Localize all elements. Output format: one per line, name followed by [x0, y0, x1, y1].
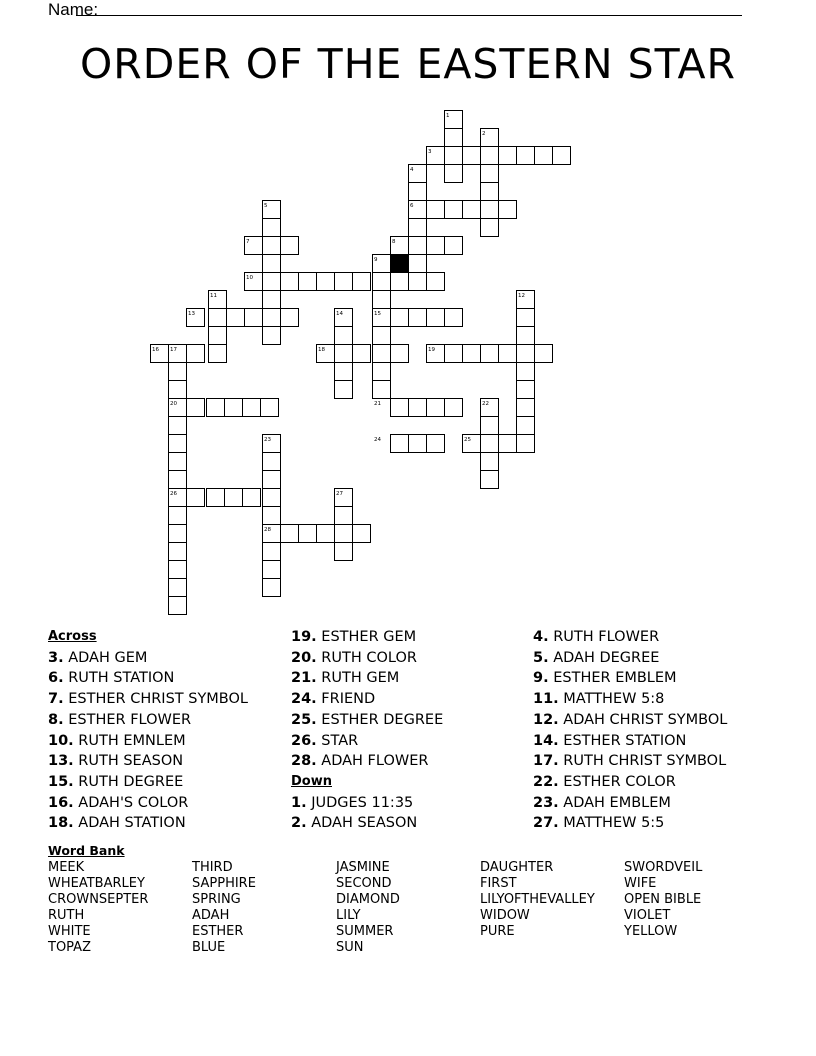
clue-item-number: 6. — [48, 670, 64, 687]
clue-item-text: MATTHEW 5:8 — [558, 691, 665, 708]
word-bank-item: SUMMER — [336, 924, 394, 939]
clues-column-3 — [533, 627, 727, 834]
clue-number: 20 — [170, 401, 177, 407]
clue-item-number: 22. — [533, 773, 559, 790]
grid-cell[interactable] — [335, 345, 353, 363]
clue-number: 19 — [428, 347, 435, 353]
clue-item-text: ADAH STATION — [73, 815, 186, 832]
grid-cell[interactable] — [409, 273, 427, 291]
grid-cell[interactable] — [299, 273, 317, 291]
grid-cell[interactable] — [169, 525, 187, 543]
clue-item — [533, 793, 727, 814]
grid-cell[interactable] — [499, 345, 517, 363]
word-bank-item: DIAMOND — [336, 892, 400, 907]
clue-item — [291, 627, 443, 648]
grid-cell[interactable] — [263, 237, 281, 255]
grid-cell[interactable] — [535, 345, 553, 363]
clue-item — [48, 731, 248, 752]
clue-item — [533, 731, 727, 752]
clue-item-text: RUTH EMNLEM — [73, 732, 186, 749]
clue-item-number: 25. — [291, 711, 317, 728]
grid-cell[interactable] — [481, 417, 499, 435]
clue-item-text: ADAH FLOWER — [316, 753, 429, 770]
clue-number: 27 — [336, 491, 343, 497]
clue-item-number: 24. — [291, 691, 317, 708]
word-bank-item: FIRST — [480, 876, 517, 891]
grid-cell[interactable] — [207, 489, 225, 507]
page-title: ORDER OF THE EASTERN STAR — [80, 40, 736, 88]
grid-cell[interactable] — [499, 201, 517, 219]
grid-cell[interactable] — [445, 399, 463, 417]
word-bank-item: PURE — [480, 924, 515, 939]
word-bank-item: SAPPHIRE — [192, 876, 256, 891]
grid-cell[interactable] — [263, 543, 281, 561]
clues-column-2 — [291, 627, 443, 834]
clue-number: 28 — [264, 527, 271, 533]
word-bank-column — [48, 860, 148, 956]
grid-cell[interactable] — [281, 525, 299, 543]
clue-item-text: RUTH CHRIST SYMBOL — [558, 753, 727, 770]
grid-cell[interactable] — [263, 255, 281, 273]
clue-item-number: 17. — [533, 753, 559, 770]
clue-item-text: ADAH GEM — [63, 649, 148, 666]
grid-cell[interactable] — [281, 237, 299, 255]
clue-number: 3 — [428, 149, 432, 155]
grid-cell[interactable] — [409, 255, 427, 273]
clue-item — [48, 710, 248, 731]
word-bank-item: THIRD — [192, 860, 233, 875]
clue-item — [48, 793, 248, 814]
grid-cell[interactable] — [409, 435, 427, 453]
grid-cell[interactable] — [373, 363, 391, 381]
grid-cell[interactable] — [263, 453, 281, 471]
grid-cell[interactable] — [463, 345, 481, 363]
clue-item — [291, 793, 443, 814]
grid-cell[interactable] — [169, 507, 187, 525]
word-bank-item: DAUGHTER — [480, 860, 554, 875]
grid-cell[interactable] — [263, 489, 281, 507]
grid-cell[interactable] — [243, 489, 261, 507]
grid-cell[interactable] — [517, 147, 535, 165]
clue-item-number: 27. — [533, 815, 559, 832]
grid-cell[interactable] — [535, 147, 553, 165]
clue-item-text: ESTHER DEGREE — [316, 711, 444, 728]
clue-item — [48, 668, 248, 689]
grid-cell[interactable] — [517, 345, 535, 363]
clue-item-text: FRIEND — [316, 691, 376, 708]
word-bank-item: WIFE — [624, 876, 657, 891]
clue-item-number: 19. — [291, 629, 317, 645]
grid-cell[interactable] — [169, 579, 187, 597]
clue-item-text: ESTHER COLOR — [558, 773, 676, 790]
clue-number: 1 — [446, 113, 450, 119]
clue-item — [533, 627, 727, 648]
clue-item-text: ADAH CHRIST SYMBOL — [558, 711, 728, 728]
grid-cell[interactable] — [169, 597, 187, 615]
grid-cell[interactable] — [445, 129, 463, 147]
grid-cell[interactable] — [187, 345, 205, 363]
grid-cell[interactable] — [481, 165, 499, 183]
word-bank-item: LILYOFTHEVALLEY — [480, 892, 595, 907]
clue-item-number: 2. — [291, 815, 307, 832]
clue-item — [291, 710, 443, 731]
grid-cell[interactable] — [209, 327, 227, 345]
grid-cell[interactable] — [169, 435, 187, 453]
grid-cell[interactable] — [481, 201, 499, 219]
clue-item-number: 21. — [291, 670, 317, 687]
grid-cell[interactable] — [481, 435, 499, 453]
clue-item — [48, 689, 248, 710]
clue-list — [291, 627, 443, 772]
word-bank-item: JASMINE — [336, 860, 390, 875]
clue-item-text: ADAH SEASON — [306, 815, 418, 832]
clue-list — [533, 627, 727, 834]
across-header: Across — [48, 629, 97, 644]
grid-cell[interactable] — [391, 345, 409, 363]
grid-cell[interactable] — [353, 345, 371, 363]
word-bank-item: SUN — [336, 940, 364, 955]
grid-cell[interactable] — [445, 147, 463, 165]
grid-cell[interactable] — [427, 435, 445, 453]
clue-item — [533, 668, 727, 689]
clue-item-number: 28. — [291, 753, 317, 770]
word-bank-column — [480, 860, 595, 940]
word-bank-item: ESTHER — [192, 924, 244, 939]
grid-cell[interactable] — [169, 363, 187, 381]
grid-cell[interactable] — [445, 201, 463, 219]
grid-cell[interactable] — [517, 435, 535, 453]
down-header: Down — [291, 773, 332, 789]
grid-cell[interactable] — [445, 309, 463, 327]
grid-cell[interactable] — [317, 273, 335, 291]
grid-cell[interactable] — [499, 147, 517, 165]
grid-cell[interactable] — [353, 273, 371, 291]
grid-cell[interactable] — [335, 543, 353, 561]
clue-item — [533, 648, 727, 669]
grid-cell[interactable] — [427, 273, 445, 291]
word-bank-column — [624, 860, 702, 940]
grid-cell[interactable] — [481, 453, 499, 471]
grid-cell[interactable] — [409, 237, 427, 255]
clue-number: 4 — [410, 167, 414, 173]
clue-item-text: ADAH DEGREE — [548, 649, 660, 666]
grid-cell[interactable] — [335, 273, 353, 291]
clue-item-number: 20. — [291, 649, 317, 666]
grid-cell[interactable] — [463, 147, 481, 165]
grid-cell[interactable] — [335, 525, 353, 543]
grid-cell[interactable] — [373, 273, 391, 291]
grid-cell[interactable] — [445, 345, 463, 363]
clue-item-text: RUTH SEASON — [73, 753, 184, 770]
grid-cell[interactable] — [373, 381, 391, 399]
clue-item — [291, 751, 443, 772]
clue-number: 10 — [246, 275, 253, 281]
clue-item-number: 8. — [48, 711, 64, 728]
clue-item-number: 16. — [48, 794, 74, 811]
clue-item — [533, 710, 727, 731]
grid-cell[interactable] — [481, 183, 499, 201]
grid-cell[interactable] — [281, 273, 299, 291]
clue-item-number: 4. — [533, 629, 549, 645]
clue-number: 18 — [318, 347, 325, 353]
word-bank-item: TOPAZ — [48, 940, 91, 955]
grid-cell[interactable] — [463, 201, 481, 219]
clue-item-text: ESTHER CHRIST SYMBOL — [63, 691, 248, 708]
word-bank-item: LILY — [336, 908, 361, 923]
clue-number: 22 — [482, 401, 489, 407]
grid-cell[interactable] — [187, 489, 205, 507]
clue-number: 14 — [336, 311, 343, 317]
clue-item-number: 12. — [533, 711, 559, 728]
grid-cell[interactable] — [481, 471, 499, 489]
grid-cell[interactable] — [391, 435, 409, 453]
grid-cell[interactable] — [517, 381, 535, 399]
word-bank-item: SPRING — [192, 892, 241, 907]
grid-cell[interactable] — [263, 273, 281, 291]
grid-cell[interactable] — [409, 183, 427, 201]
word-bank-item: ADAH — [192, 908, 230, 923]
grid-cell[interactable] — [263, 327, 281, 345]
clue-item-text: ESTHER FLOWER — [63, 711, 192, 728]
clue-number: 24 — [374, 437, 381, 443]
clue-item-number: 14. — [533, 732, 559, 749]
grid-cell[interactable] — [335, 507, 353, 525]
clue-number: 12 — [518, 293, 525, 299]
clue-number: 25 — [464, 437, 471, 443]
clue-list — [48, 648, 248, 834]
grid-cell[interactable] — [187, 399, 205, 417]
word-bank-item: CROWNSEPTER — [48, 892, 149, 907]
grid-cell[interactable] — [263, 507, 281, 525]
clue-number: 11 — [210, 293, 217, 299]
clue-number: 13 — [188, 311, 195, 317]
grid-cell[interactable] — [517, 399, 535, 417]
word-bank-item: VIOLET — [624, 908, 671, 923]
clue-item-text: STAR — [316, 732, 359, 749]
grid-cell[interactable] — [427, 237, 445, 255]
clue-item-text: ESTHER STATION — [558, 732, 687, 749]
clue-item — [291, 813, 443, 834]
grid-cell[interactable] — [373, 327, 391, 345]
grid-cell[interactable] — [225, 399, 243, 417]
grid-cell[interactable] — [263, 561, 281, 579]
grid-cell[interactable] — [263, 309, 281, 327]
grid-cell[interactable] — [553, 147, 571, 165]
word-bank-item: WHITE — [48, 924, 91, 939]
grid-cell[interactable] — [261, 399, 279, 417]
grid-cell[interactable] — [517, 309, 535, 327]
clue-item-text: RUTH STATION — [63, 670, 175, 687]
clue-item-number: 9. — [533, 670, 549, 687]
clue-number: 16 — [152, 347, 159, 353]
word-bank-item: MEEK — [48, 860, 85, 875]
clue-item — [291, 668, 443, 689]
clue-item — [291, 731, 443, 752]
clue-number: 7 — [246, 239, 250, 245]
word-bank-item: BLUE — [192, 940, 226, 955]
word-bank-item: RUTH — [48, 908, 85, 923]
clue-item — [48, 648, 248, 669]
clue-item-number: 18. — [48, 815, 74, 832]
clue-item-number: 23. — [533, 794, 559, 811]
clue-item — [291, 648, 443, 669]
grid-cell[interactable] — [335, 327, 353, 345]
word-bank-item: YELLOW — [624, 924, 678, 939]
clue-item-number: 7. — [48, 691, 64, 708]
grid-cell[interactable] — [391, 399, 409, 417]
grid-cell[interactable] — [169, 561, 187, 579]
clue-item-number: 15. — [48, 773, 74, 790]
clue-item — [48, 751, 248, 772]
grid-cell[interactable] — [263, 471, 281, 489]
clue-item — [533, 772, 727, 793]
grid-cell[interactable] — [281, 309, 299, 327]
word-bank-item: WHEATBARLEY — [48, 876, 145, 891]
grid-cell[interactable] — [409, 399, 427, 417]
grid-cell[interactable] — [499, 435, 517, 453]
grid-cell[interactable] — [445, 237, 463, 255]
clue-item-text: RUTH GEM — [316, 670, 400, 687]
grid-cell[interactable] — [353, 525, 371, 543]
grid-cell[interactable] — [409, 219, 427, 237]
clue-item-number: 10. — [48, 732, 74, 749]
clue-number: 15 — [374, 311, 381, 317]
clue-item-number: 26. — [291, 732, 317, 749]
clue-number: 6 — [410, 203, 414, 209]
clue-number: 5 — [264, 203, 268, 209]
grid-cell[interactable] — [409, 309, 427, 327]
clue-item — [48, 772, 248, 793]
grid-cell[interactable] — [335, 363, 353, 381]
grid-cell[interactable] — [207, 399, 225, 417]
grid-cell[interactable] — [427, 201, 445, 219]
grid-cell[interactable] — [335, 381, 353, 399]
black-cell — [391, 255, 409, 273]
clue-item-number: 11. — [533, 691, 559, 708]
grid-cell[interactable] — [209, 309, 227, 327]
grid-cell[interactable] — [263, 219, 281, 237]
clue-item-number: 3. — [48, 649, 64, 666]
grid-cell[interactable] — [245, 309, 263, 327]
grid-cell[interactable] — [481, 147, 499, 165]
clue-number: 9 — [374, 257, 378, 263]
grid-cell[interactable] — [227, 309, 245, 327]
word-bank-column — [336, 860, 400, 956]
grid-cell[interactable] — [169, 417, 187, 435]
clue-item — [533, 751, 727, 772]
grid-cell[interactable] — [299, 525, 317, 543]
grid-cell[interactable] — [263, 291, 281, 309]
word-bank-item: SECOND — [336, 876, 392, 891]
clue-item-text: RUTH DEGREE — [73, 773, 184, 790]
grid-cell[interactable] — [445, 165, 463, 183]
clue-item-text: MATTHEW 5:5 — [558, 815, 665, 832]
grid-cell[interactable] — [263, 579, 281, 597]
word-bank-item: SWORDVEIL — [624, 860, 703, 875]
grid-cell[interactable] — [391, 309, 409, 327]
grid-cell[interactable] — [169, 381, 187, 399]
clue-number: 17 — [170, 347, 177, 353]
clue-number: 21 — [374, 401, 381, 407]
clue-item-number: 13. — [48, 753, 74, 770]
clue-item-text: JUDGES 11:35 — [306, 794, 414, 811]
grid-cell[interactable] — [481, 345, 499, 363]
clue-item-number: 5. — [533, 649, 549, 666]
grid-cell[interactable] — [517, 417, 535, 435]
clue-number: 23 — [264, 437, 271, 443]
word-bank-item: OPEN BIBLE — [624, 892, 702, 907]
clue-item-number: 1. — [291, 794, 307, 811]
grid-cell[interactable] — [209, 345, 227, 363]
grid-cell[interactable] — [243, 399, 261, 417]
clue-number: 26 — [170, 491, 177, 497]
clue-number: 2 — [482, 131, 486, 137]
grid-cell[interactable] — [373, 345, 391, 363]
clue-number: 8 — [392, 239, 396, 245]
clue-item-text: ADAH EMBLEM — [558, 794, 671, 811]
grid-cell[interactable] — [169, 453, 187, 471]
clue-item — [533, 689, 727, 710]
grid-cell[interactable] — [169, 543, 187, 561]
word-bank-title: Word Bank — [48, 843, 125, 858]
clue-item — [48, 813, 248, 834]
clue-item-text: ESTHER GEM — [316, 629, 417, 645]
clue-item — [291, 689, 443, 710]
grid-cell[interactable] — [517, 327, 535, 345]
name-label: Name: — [48, 0, 99, 19]
grid-cell[interactable] — [317, 525, 335, 543]
clue-item-text: ADAH'S COLOR — [73, 794, 189, 811]
clue-item — [533, 813, 727, 834]
grid-cell[interactable] — [427, 399, 445, 417]
grid-cell[interactable] — [225, 489, 243, 507]
clue-item-text: ESTHER EMBLEM — [548, 670, 677, 687]
grid-cell[interactable] — [391, 273, 409, 291]
clue-item-text: RUTH COLOR — [316, 649, 417, 666]
grid-cell[interactable] — [169, 471, 187, 489]
clues-column-1 — [48, 627, 248, 834]
clue-item-text: RUTH FLOWER — [548, 629, 660, 645]
grid-cell[interactable] — [427, 309, 445, 327]
grid-cell[interactable] — [481, 219, 499, 237]
grid-cell[interactable] — [373, 291, 391, 309]
grid-cell[interactable] — [517, 363, 535, 381]
clue-list — [291, 793, 443, 834]
word-bank-item: WIDOW — [480, 908, 530, 923]
word-bank-column — [192, 860, 256, 956]
